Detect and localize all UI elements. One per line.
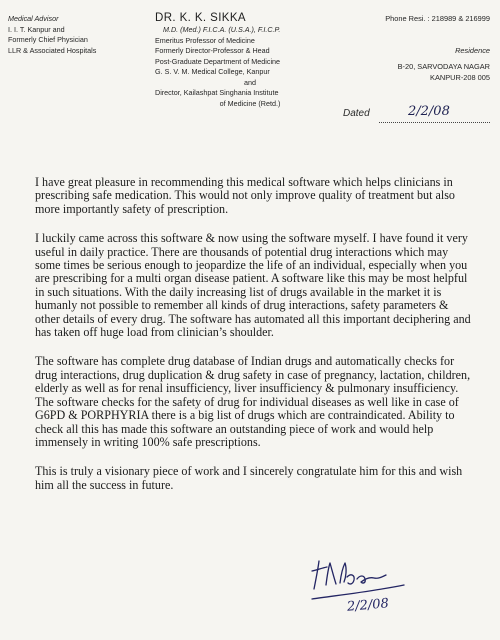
position-line: Director, Kailashpat Singhania Institute [155, 88, 279, 97]
address-line: B-20, SARVODAYA NAGAR [397, 62, 490, 71]
dated-line [379, 122, 490, 123]
letterhead-left [8, 14, 96, 56]
letterhead-center [155, 12, 345, 109]
residence-address [385, 61, 490, 83]
body-paragraph: I luckily came across this software & now using the software myself. I have found it very useful in daily practice. There are thousands of potential drug interactions which may some times be serious enough to jeopardize the life of an individual, especially when you are prescribing for a multi organ disease patient. A software like this may be most helpful in such situations. With the daily increasing list of drugs available in the market it is humanly not possible to remember all kinds of drug interactions, safety parameters & other details of every drug. The software has automated all this important deciphering and has taken off huge load from clinician’s shoulder. [35, 231, 471, 340]
affiliation-line: I. I. T. Kanpur and [8, 24, 65, 34]
address-line: KANPUR-208 005 [430, 73, 490, 82]
qualifications: M.D. (Med.) F.I.C.A. (U.S.A.), F.I.C.P. [163, 25, 281, 34]
letterhead-right [385, 14, 490, 83]
doctor-name: DR. K. K. SIKKA [155, 12, 246, 24]
signature-date: 2/2/08 [346, 596, 390, 615]
body-paragraph: I have great pleasure in recommending this medical software which helps clinicians in prescribing safe medication. This would not only improve quality of treatment but also more importantly safety of prescription. [35, 175, 455, 216]
position-line: Emeritus Professor of Medicine [155, 35, 255, 45]
handwritten-signature [300, 555, 410, 625]
residence-label: Residence [455, 45, 490, 55]
dated-label: Dated [343, 108, 370, 119]
position-line: G. S. V. M. Medical College, Kanpur [155, 67, 270, 76]
phone-numbers: Phone Resi. : 218989 & 216999 [385, 14, 490, 23]
position-line: and [244, 77, 256, 87]
position-line: of Medicine (Retd.) [219, 98, 281, 108]
position-line: Formerly Director-Professor & Head [155, 46, 270, 55]
affiliation-line: Formerly Chief Physician [8, 35, 88, 44]
body-paragraph: This is truly a visionary piece of work and I sincerely congratulate him for this and wish him all the success in future. [35, 464, 463, 492]
affiliation-line: LLR & Associated Hospitals [8, 45, 97, 55]
advisor-title: Medical Advisor [8, 14, 59, 23]
handwritten-date: 2/2/08 [408, 104, 450, 119]
body-paragraph: The software has complete drug database of Indian drugs and automatically checks for drug interactions, drug duplication & drug safety in case of pregnancy, lactation, children, elderly as well as for renal insufficiency, liver insufficiency & pulmonary insufficiency. The software checks for the safety of drug for individual diseases as well like in case of G6PD & PORPHYRIA there is a big list of drugs which are contraindicated. Ability to check all this has made this software an outstanding piece of work and would help immensely in writing 100% safe prescriptions. [35, 354, 471, 449]
position-line: Post-Graduate Department of Medicine [155, 56, 281, 66]
letter-body [35, 176, 475, 508]
date-field [343, 106, 490, 126]
